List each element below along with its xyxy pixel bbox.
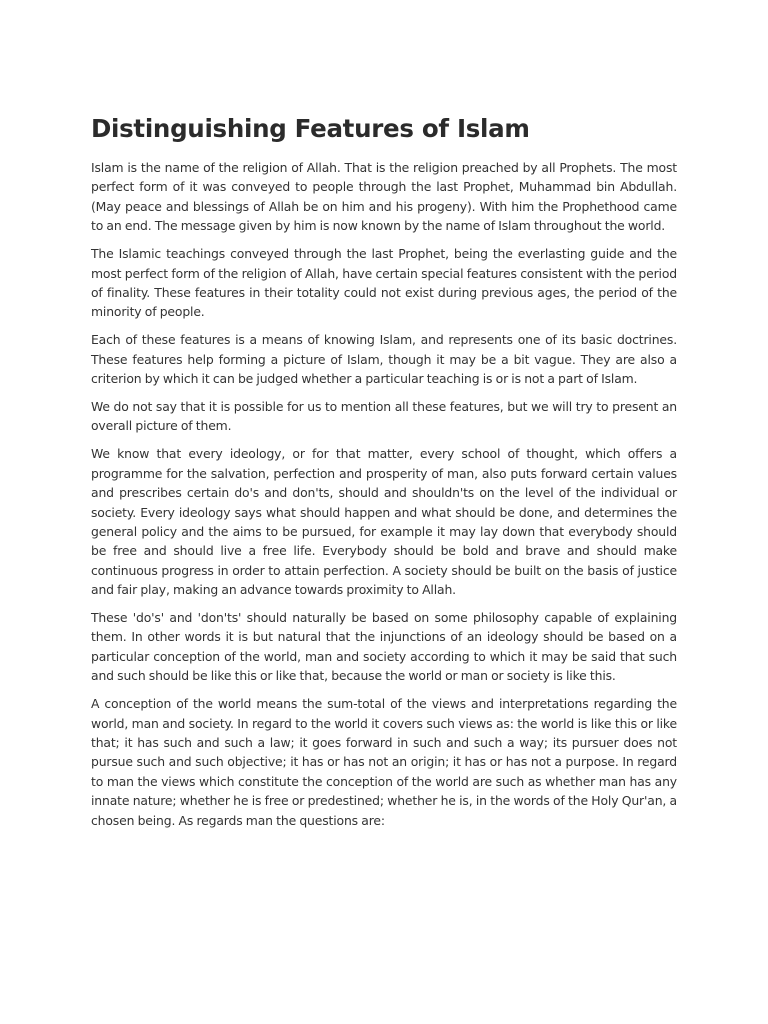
paragraph-4: We do not say that it is possible for us to mention all these features, but we will try to present an overall picture of them.	[91, 398, 677, 434]
paragraph-3: Each of these features is a means of knowing Islam, and represents one of its basic doctrines. These features help forming a picture of Islam, though it may be a bit vague. They are also a criterion by which it can be judged whether a particular teaching is or is not a part of Islam.	[91, 332, 677, 387]
paragraph-1: Islam is the name of the religion of Allah. That is the religion preached by all Prophets. The most perfect form of it was conveyed to people through the last Prophet, Muhammad bin Abdullah. (May peace and blessings of Allah be on him and his progeny). With him the Prophethood came to an end. The message given by him is now known by the name of Islam throughout the world.	[91, 160, 677, 234]
document-page	[91, 110, 677, 839]
document-title: Distinguishing Features of Islam	[91, 114, 530, 143]
paragraph-2: The Islamic teachings conveyed through the last Prophet, being the everlasting guide and the most perfect form of the religion of Allah, have certain special features consistent with the period of finality. These features in their totality could not exist during previous ages, the period of the minority of people.	[91, 246, 677, 320]
paragraph-5: We know that every ideology, or for that matter, every school of thought, which offers a programme for the salvation, perfection and prosperity of man, also puts forward certain values and prescribes certain do's and don'ts, should and shouldn'ts on the level of the individual or society. Every ideology says what should happen and what should be done, and determines the general policy and the aims to be pursued, for example it may lay down that everybody should be free and should live a free life. Everybody should be bold and brave and should make continuous progress in order to attain perfection. A society should be built on the basis of justice and fair play, making an advance towards proximity to Allah.	[91, 446, 677, 598]
paragraph-7: A conception of the world means the sum-total of the views and interpretations regarding the world, man and society. In regard to the world it covers such views as: the world is like this or like that; it has such and such a law; it goes forward in such and such a way; its pursuer does not pursue such and such objective; it has or has not an origin; it has or has not a purpose. In regard to man the views which constitute the conception of the world are such as whether man has any innate nature; whether he is free or predestined; whether he is, in the words of the Holy Qur'an, a chosen being. As regards man the questions are:	[91, 696, 677, 828]
paragraph-6: These 'do's' and 'don'ts' should naturally be based on some philosophy capable of explaining them. In other words it is but natural that the injunctions of an ideology should be based on a particular conception of the world, man and society according to which it may be said that such and such should be like this or like that, because the world or man or society is like this.	[91, 610, 677, 684]
